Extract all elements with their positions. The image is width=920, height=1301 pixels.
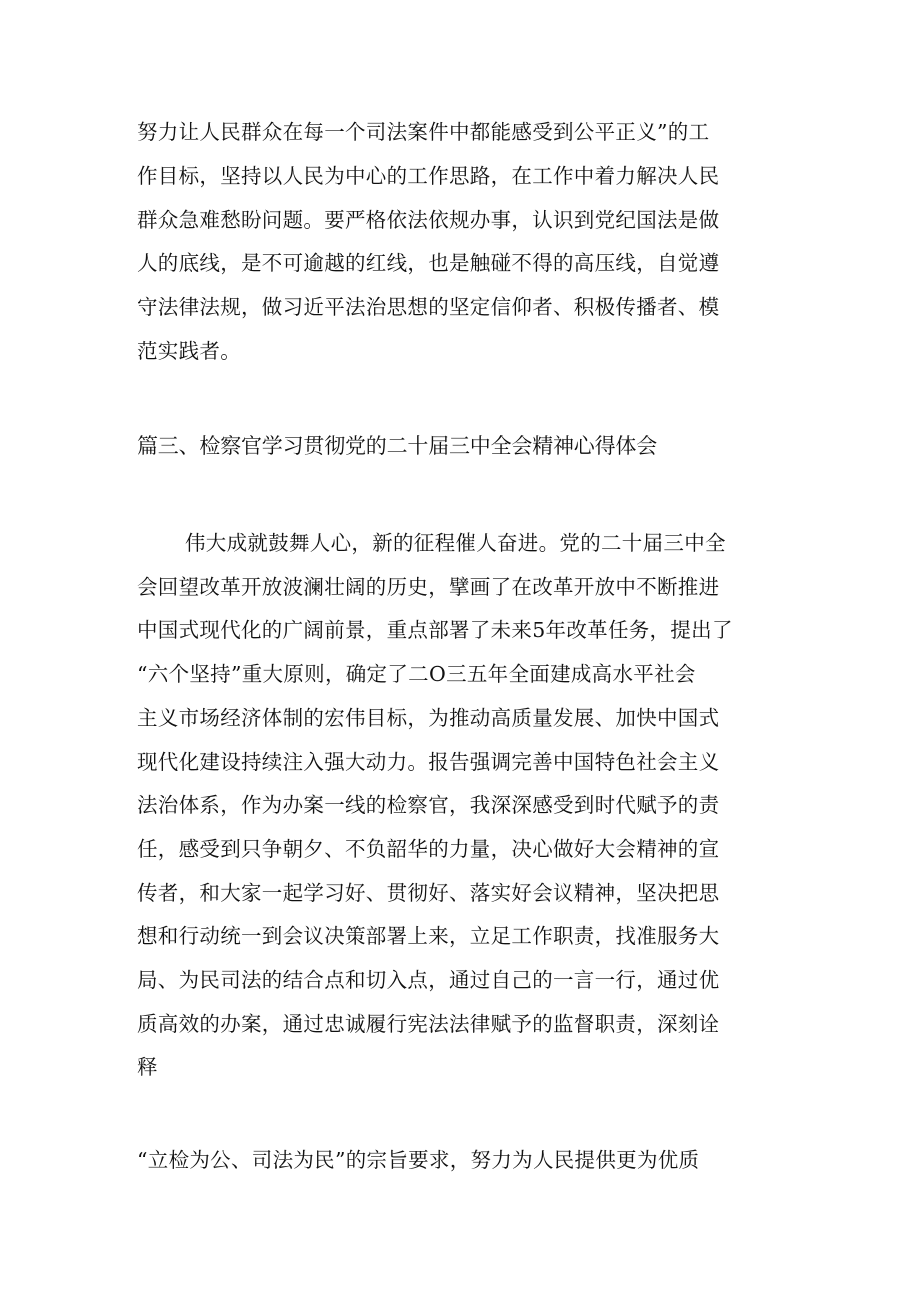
paragraph-line: 会回望改革开放波澜壮阔的历史，擘画了在改革开放中不断推进 bbox=[137, 575, 720, 599]
paragraph-line: 主义市场经济体制的宏伟目标，为推动高质量发展、加快中国式 bbox=[137, 706, 720, 730]
paragraph-line: “立检为公、司法为民”的宗旨要求，努力为人民提供更为优质 bbox=[137, 1148, 700, 1172]
paragraph-line: 想和行动统一到会议决策部署上来，立足工作职责，找准服务大 bbox=[137, 924, 720, 948]
paragraph-line: 守法律法规，做习近平法治思想的坚定信仰者、积极传播者、模 bbox=[137, 295, 720, 319]
paragraph-line: 范实践者。 bbox=[137, 339, 241, 363]
paragraph-line: 局、为民司法的结合点和切入点，通过自己的一言一行，通过优 bbox=[137, 968, 720, 992]
paragraph-line: 作目标，坚持以人民为中心的工作思路，在工作中着力解决人民 bbox=[137, 164, 720, 188]
paragraph-line: 伟大成就鼓舞人心，新的征程催人奋进。党的二十届三中全 bbox=[185, 531, 726, 555]
section-title: 篇三、检察官学习贯彻党的二十届三中全会精神心得体会 bbox=[137, 434, 657, 458]
paragraph-line: 人的底线，是不可逾越的红线，也是触碰不得的高压线，自觉遵 bbox=[137, 251, 720, 275]
paragraph-line: “六个坚持”重大原则，确定了二O三五年全面建成高水平社会 bbox=[137, 662, 696, 686]
paragraph-line: 法治体系，作为办案一线的检察官，我深深感受到时代赋予的责 bbox=[137, 793, 720, 817]
paragraph-line: 群众急难愁盼问题。要严格依法依规办事，认识到党纪国法是做 bbox=[137, 208, 720, 232]
paragraph-line: 质高效的办案，通过忠诚履行宪法法律赋予的监督职责，深刻诠 bbox=[137, 1012, 720, 1036]
paragraph-line: 传者，和大家一起学习好、贯彻好、落实好会议精神，坚决把思 bbox=[137, 881, 720, 905]
paragraph-line: 任，感受到只争朝夕、不负韶华的力量，决心做好大会精神的宣 bbox=[137, 837, 720, 861]
paragraph-line: 努力让人民群众在每一个司法案件中都能感受到公平正义”的工 bbox=[137, 120, 710, 144]
paragraph-line: 现代化建设持续注入强大动力。报告强调完善中国特色社会主义 bbox=[137, 750, 720, 774]
paragraph-line: 释 bbox=[137, 1055, 158, 1079]
paragraph-line: 中国式现代化的广阔前景，重点部署了未来5年改革任务，提出了 bbox=[137, 618, 733, 642]
